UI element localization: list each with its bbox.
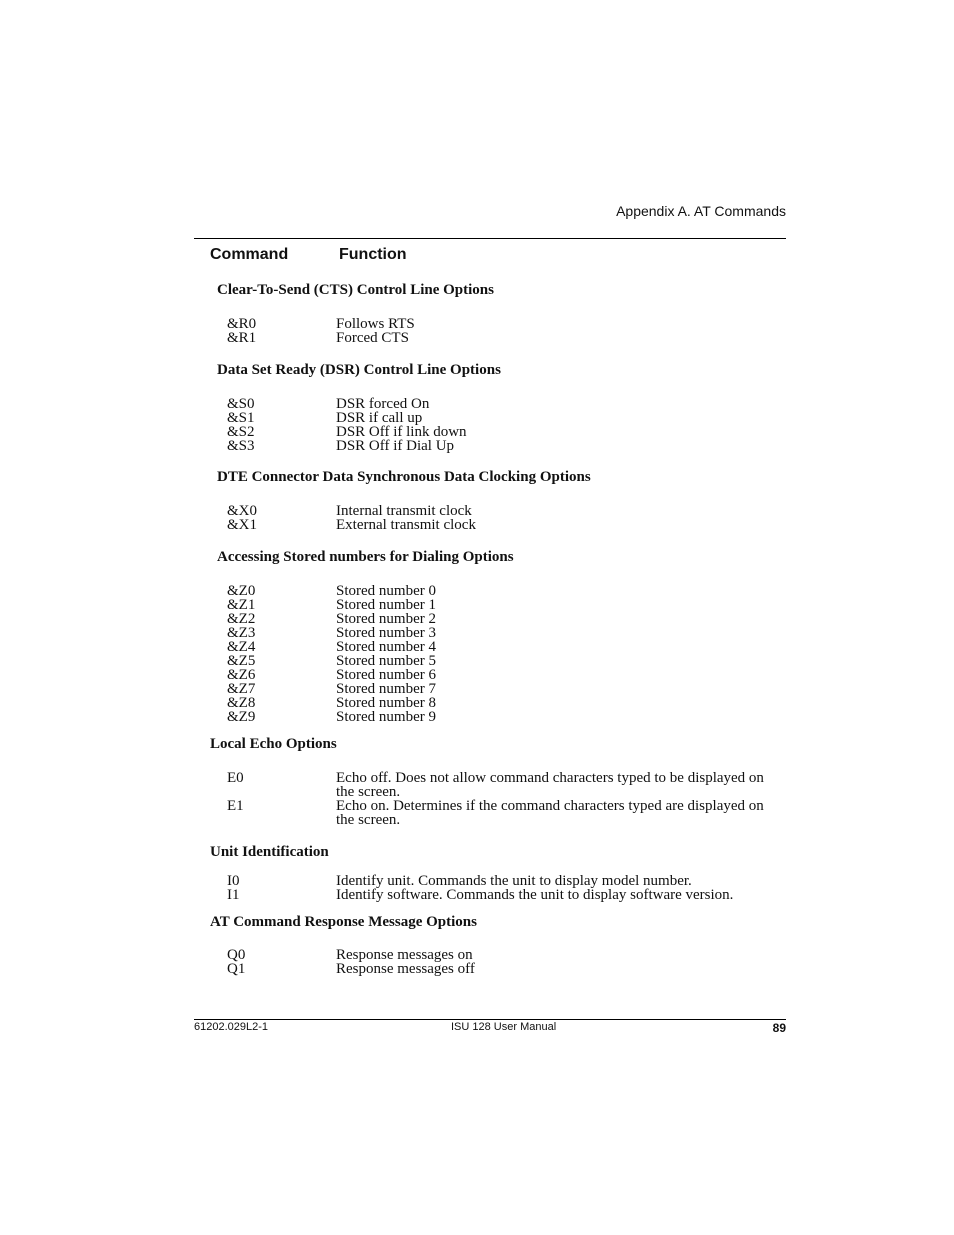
command-function: DSR if call up [336, 410, 423, 426]
command-code: &X0 [227, 503, 257, 519]
running-head: Appendix A. AT Commands [616, 203, 786, 219]
command-function: Stored number 6 [336, 667, 436, 683]
section-title-stored-numbers: Accessing Stored numbers for Dialing Options [217, 549, 514, 565]
command-function: Echo off. Does not allow command characters typed to be displayed on the screen. [336, 770, 764, 800]
command-function: Stored number 3 [336, 625, 436, 641]
command-function: Internal transmit clock [336, 503, 472, 519]
command-code: &Z4 [227, 639, 256, 655]
command-code: E0 [227, 770, 244, 786]
section-title-unit-identification: Unit Identification [210, 844, 329, 860]
command-code: Q1 [227, 961, 246, 977]
command-code: I1 [227, 887, 240, 903]
command-function: Stored number 8 [336, 695, 436, 711]
command-function: Stored number 2 [336, 611, 436, 627]
command-code: &Z7 [227, 681, 256, 697]
command-code: &R1 [227, 330, 257, 346]
command-code: &Z1 [227, 597, 256, 613]
command-function: Stored number 7 [336, 681, 436, 697]
command-function: Identify software. Commands the unit to display software version. [336, 887, 734, 903]
command-code: &Z9 [227, 709, 256, 725]
footer-page-number: 89 [772, 1021, 786, 1035]
command-code: &Z8 [227, 695, 256, 711]
command-function: Identify unit. Commands the unit to display model number. [336, 873, 692, 889]
command-function: DSR forced On [336, 396, 430, 412]
command-code: &Z3 [227, 625, 256, 641]
command-code: &Z5 [227, 653, 256, 669]
command-function: External transmit clock [336, 517, 476, 533]
command-code: &S2 [227, 424, 255, 440]
command-function: Response messages off [336, 961, 475, 977]
command-function: Echo on. Determines if the command characters typed are displayed on the screen. [336, 798, 764, 828]
command-code: &S1 [227, 410, 255, 426]
footer-manual-title: ISU 128 User Manual [451, 1021, 557, 1033]
command-code: &X1 [227, 517, 257, 533]
command-function: Forced CTS [336, 330, 409, 346]
command-code: &Z2 [227, 611, 256, 627]
command-function: Response messages on [336, 947, 473, 963]
command-function: Stored number 4 [336, 639, 436, 655]
footer-doc-number: 61202.029L2-1 [194, 1021, 269, 1033]
command-code: &R0 [227, 316, 257, 332]
command-function: Follows RTS [336, 316, 415, 332]
command-function: DSR Off if Dial Up [336, 438, 455, 454]
section-title-local-echo: Local Echo Options [210, 736, 337, 752]
command-code: &Z6 [227, 667, 256, 683]
section-title-response-messages: AT Command Response Message Options [210, 914, 477, 930]
column-header-command: Command [210, 246, 289, 263]
command-function: Stored number 1 [336, 597, 436, 613]
command-code: E1 [227, 798, 244, 814]
command-function: DSR Off if link down [336, 424, 467, 440]
section-title-dte-clocking: DTE Connector Data Synchronous Data Clocking Options [217, 469, 591, 485]
command-code: I0 [227, 873, 240, 889]
bottom-rule [194, 1019, 786, 1020]
section-title-cts: Clear-To-Send (CTS) Control Line Options [217, 282, 494, 298]
command-code: &Z0 [227, 583, 256, 599]
command-function: Stored number 0 [336, 583, 436, 599]
command-code: &S3 [227, 438, 255, 454]
command-function: Stored number 5 [336, 653, 436, 669]
section-title-dsr: Data Set Ready (DSR) Control Line Options [217, 362, 501, 378]
top-rule [194, 238, 786, 239]
column-header-function: Function [339, 246, 407, 263]
command-function: Stored number 9 [336, 709, 436, 725]
command-code: Q0 [227, 947, 246, 963]
command-code: &S0 [227, 396, 255, 412]
